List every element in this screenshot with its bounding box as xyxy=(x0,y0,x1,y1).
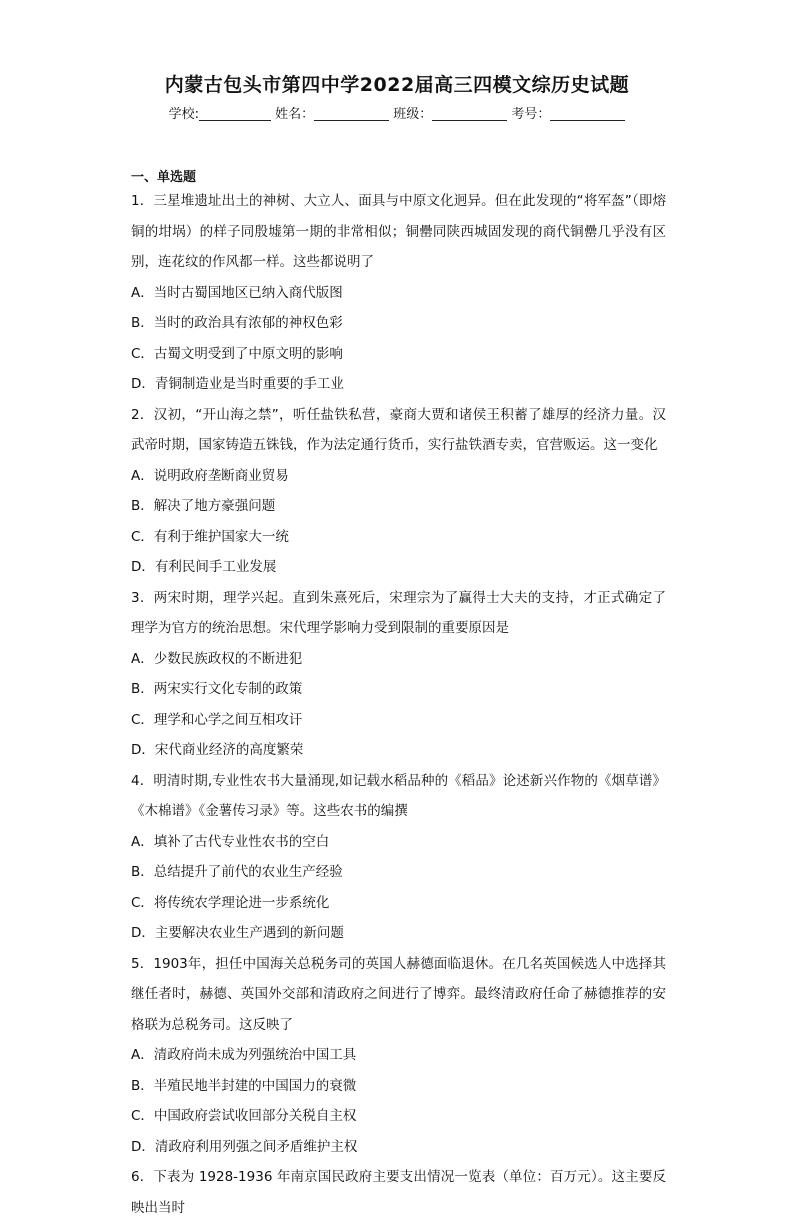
question-1-option-d[interactable]: D．青铜制造业是当时重要的手工业 xyxy=(131,376,344,392)
question-2-option-d[interactable]: D．有利民间手工业发展 xyxy=(131,559,277,575)
question-1-option-c[interactable]: C．古蜀文明受到了中原文明的影响 xyxy=(131,345,343,362)
name-blank[interactable] xyxy=(314,106,389,121)
question-list xyxy=(131,186,666,1223)
id-label: 考号： xyxy=(511,107,551,122)
question-2-stem: 2．汉初，“开山海之禁”，听任盐铁私营，豪商大贾和诸侯王积蓄了雄厚的经济力量。汉武帝时期，国家铸造五铢钱，作为法定通行货币，实行盐铁酒专卖，官营贩运。这一变化 xyxy=(131,406,666,453)
school-label: 学校: xyxy=(168,107,199,122)
question-5-stem: 5．1903年，担任中国海关总税务司的英国人赫德面临退休。在几名英国候选人中选择其继任者时，赫德、英国外交部和清政府之间进行了博弈。最终清政府任命了赫德推荐的安格联为总税务司。这反映了 xyxy=(131,955,666,1033)
question-5-options xyxy=(131,1040,666,1162)
question-6-stem: 6．下表为 1928-1936 年南京国民政府主要支出情况一览表（单位：百万元）。这主要反映出当时 xyxy=(131,1169,666,1216)
question-1-stem: 1．三星堆遗址出土的神树、大立人、面具与中原文化迥异。但在此发现的“将军盔”（即熔铜的坩埚）的样子同殷墟第一期的非常相似；铜罍同陕西城固发现的商代铜罍几乎没有区别，连花纹的作风都一样。这些都说明了 xyxy=(131,193,666,270)
student-info-line xyxy=(0,103,794,122)
question-3-option-a[interactable]: A．少数民族政权的不断进犯 xyxy=(131,650,303,667)
name-label: 姓名： xyxy=(275,107,315,122)
question-1-option-a[interactable]: A．当时古蜀国地区已纳入商代版图 xyxy=(131,284,343,301)
question-3-option-d[interactable]: D．宋代商业经济的高度繁荣 xyxy=(131,742,304,758)
question-5-option-a[interactable]: A．清政府尚未成为列强统治中国工具 xyxy=(131,1047,357,1063)
question-5-option-b[interactable]: B．半殖民地半封建的中国国力的衰微 xyxy=(131,1077,357,1094)
question-2-options xyxy=(131,461,666,583)
question-5-option-d[interactable]: D．清政府利用列强之间矛盾维护主权 xyxy=(131,1138,358,1155)
question-2-option-a[interactable]: A．说明政府垄断商业贸易 xyxy=(131,467,289,484)
class-label: 班级： xyxy=(393,107,433,122)
question-4-stem: 4．明清时期,专业性农书大量涌现,如记载水稻品种的《稻品》论述新兴作物的《烟草谱》《木棉谱》《金薯传习录》等。这些农书的编撰 xyxy=(131,772,666,819)
question-1-option-b[interactable]: B．当时的政治具有浓郁的神权色彩 xyxy=(131,315,343,331)
question-4-options xyxy=(131,827,666,949)
question-4-option-b[interactable]: B．总结提升了前代的农业生产经验 xyxy=(131,864,343,880)
school-blank[interactable] xyxy=(199,106,271,121)
question-1-options xyxy=(131,278,666,400)
class-blank[interactable] xyxy=(432,106,507,121)
question-4-option-c[interactable]: C．将传统农学理论进一步系统化 xyxy=(131,894,330,911)
id-blank[interactable] xyxy=(550,106,625,121)
question-2-option-c[interactable]: C．有利于维护国家大一统 xyxy=(131,528,289,545)
question-3-option-b[interactable]: B．两宋实行文化专制的政策 xyxy=(131,681,303,697)
exam-title: 内蒙古包头市第四中学2022届高三四模文综历史试题 xyxy=(164,74,630,96)
question-2-option-b[interactable]: B．解决了地方豪强问题 xyxy=(131,498,276,514)
question-4-option-d[interactable]: D．主要解决农业生产遇到的新问题 xyxy=(131,925,344,941)
question-3-option-c[interactable]: C．理学和心学之间互相攻讦 xyxy=(131,711,303,728)
section-title: 一、单选题 xyxy=(131,170,197,185)
question-4-option-a[interactable]: A．填补了古代专业性农书的空白 xyxy=(131,833,330,850)
question-5-option-c[interactable]: C．中国政府尝试收回部分关税自主权 xyxy=(131,1108,357,1124)
question-3-options xyxy=(131,644,666,766)
question-3-stem: 3．两宋时期，理学兴起。直到朱熹死后，宋理宗为了赢得士大夫的支持，才正式确定了理学为官方的统治思想。宋代理学影响力受到限制的重要原因是 xyxy=(131,589,666,636)
